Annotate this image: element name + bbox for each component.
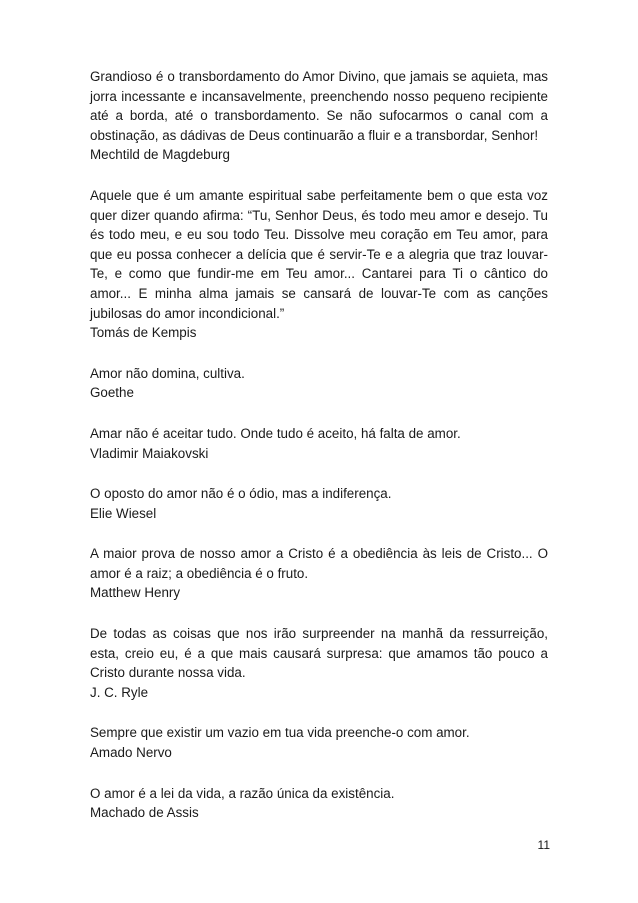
quote-author: Tomás de Kempis [90,325,197,341]
quote-block [90,424,548,463]
quote-text: Sempre que existir um vazio em tua vida preenche-o com amor. [90,725,470,741]
quote-block [90,364,548,403]
quote-text: De todas as coisas que nos irão surpreender na manhã da ressurreição, esta, creio eu, é a que mais causará surpresa: que amamos tão pouco a Cristo durante nossa vida. [90,626,548,681]
quote-text: Amor não domina, cultiva. [90,365,245,381]
quote-author: Matthew Henry [90,585,181,601]
quote-block [90,624,548,702]
quote-author: Elie Wiesel [90,505,157,521]
quote-text: Amar não é aceitar tudo. Onde tudo é aceito, há falta de amor. [90,425,461,441]
quote-block [90,186,548,343]
quote-block [90,544,548,603]
quote-text: O amor é a lei da vida, a razão única da existência. [90,785,395,801]
quote-author: J. C. Ryle [90,684,149,700]
quote-block [90,723,548,762]
quote-author: Goethe [90,385,134,401]
quote-text: Grandioso é o transbordamento do Amor Divino, que jamais se aquieta, mas jorra incessante e incansavelmente, preenchendo nosso pequeno recipiente até a borda, até o transbordamento. Se não sufocarmos o canal com a obstinação, as dádivas de Deus continuarão a fluir e a transbordar, Senhor! [90,69,548,143]
quote-text: A maior prova de nosso amor a Cristo é a obediência às leis de Cristo... O amor é a raiz; a obediência é o fruto. [90,546,548,581]
quote-block [90,67,548,165]
quote-author: Machado de Assis [90,805,199,821]
quote-author: Vladimir Maiakovski [90,445,209,461]
quote-author: Amado Nervo [90,745,172,761]
quote-block [90,784,548,823]
quote-text: O oposto do amor não é o ódio, mas a indiferença. [90,486,392,502]
quote-block [90,484,548,523]
quotes-page [90,67,548,844]
quote-author: Mechtild de Magdeburg [90,147,230,163]
page-number: 11 [537,838,550,852]
quote-text: Aquele que é um amante espiritual sabe perfeitamente bem o que esta voz quer dizer quando afirma: “Tu, Senhor Deus, és todo meu amor e desejo. Tu és todo meu, e eu sou todo Teu. Dissolve meu coração em Teu amor, para que eu possa conhecer a delícia que é servir-Te e a alegria que traz louvar-Te, e como que fundir-me em Teu amor... Cantarei para Ti o cântico do amor... E minha alma jamais se cansará de louvar-Te com as canções jubilosas do amor incondicional.” [90,187,548,321]
